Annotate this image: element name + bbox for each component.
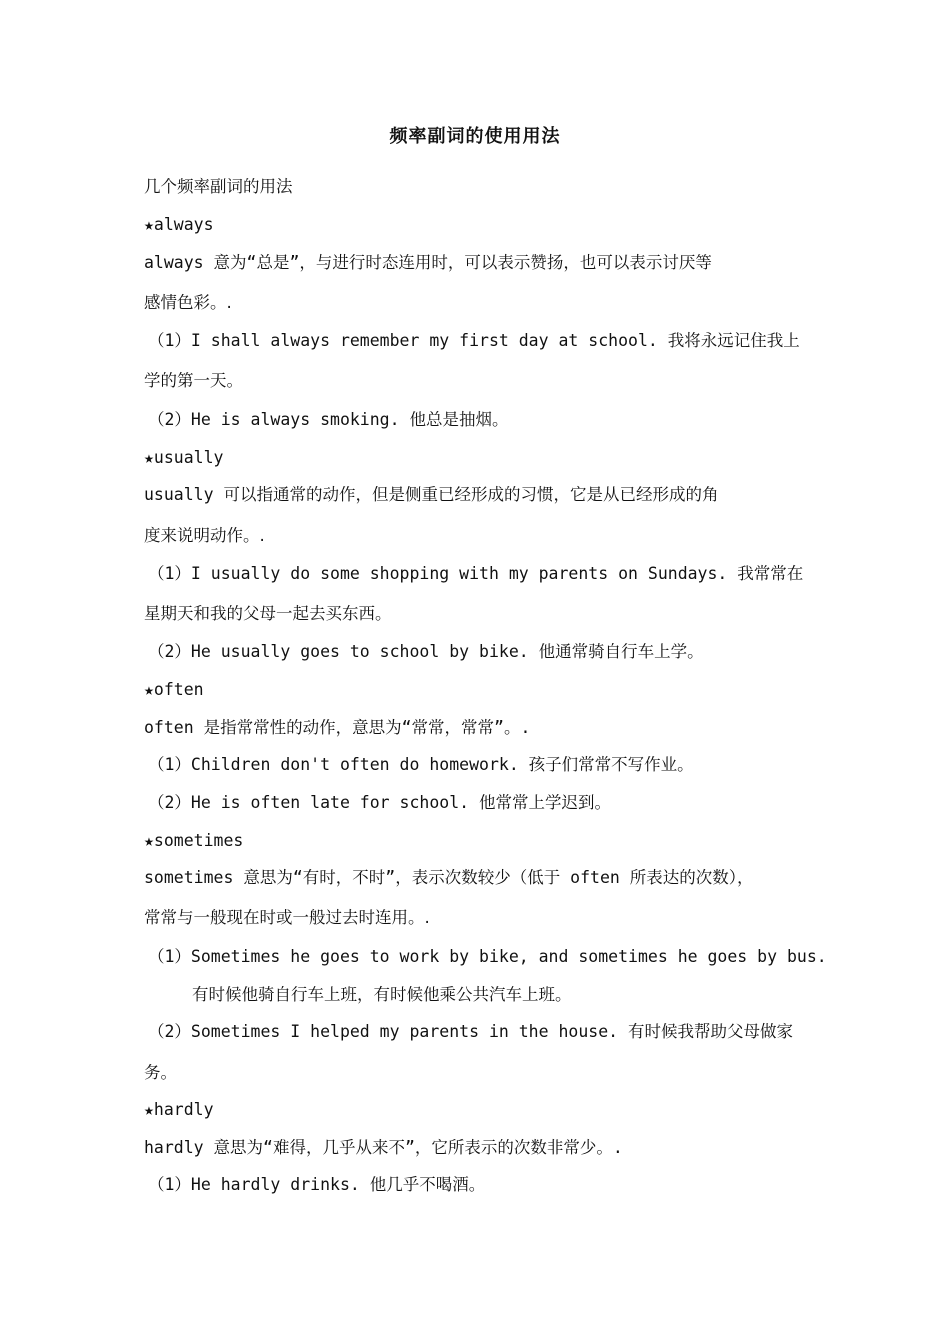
paragraph-line: hardly 意思为“难得，几乎从来不”，它所表示的次数非常少。.	[144, 1138, 623, 1157]
paragraph-line: 度来说明动作。.	[144, 526, 265, 545]
paragraph-line: 常常与一般现在时或一般过去时连用。.	[144, 908, 430, 927]
adverb-heading-hardly: ★hardly	[144, 1100, 214, 1119]
example-sentence: （1）I usually do some shopping with my parents on Sundays. 我常常在	[148, 564, 804, 583]
example-sentence: （1）Children don't often do homework. 孩子们常常不写作业。	[148, 755, 694, 774]
paragraph-line: always 意为“总是”，与进行时态连用时，可以表示赞扬，也可以表示讨厌等	[144, 253, 712, 272]
adverb-heading-usually: ★usually	[144, 448, 224, 467]
paragraph-line: usually 可以指通常的动作，但是侧重已经形成的习惯，它是从已经形成的角	[144, 485, 719, 504]
example-translation: 有时候他骑自行车上班，有时候他乘公共汽车上班。	[192, 985, 572, 1004]
adverb-heading-often: ★often	[144, 680, 204, 699]
example-sentence: （2）Sometimes I helped my parents in the house. 有时候我帮助父母做家	[148, 1022, 794, 1041]
example-sentence: （1）He hardly drinks. 他几乎不喝酒。	[148, 1175, 486, 1194]
paragraph-line: often 是指常常性的动作，意思为“常常，常常”。.	[144, 718, 531, 737]
paragraph-line: 务。	[144, 1063, 177, 1082]
paragraph-line: 星期天和我的父母一起去买东西。	[144, 604, 392, 623]
example-sentence: （2）He usually goes to school by bike. 他通常骑自行车上学。	[148, 642, 704, 661]
paragraph-line: 学的第一天。	[144, 371, 243, 390]
example-sentence: （2）He is always smoking. 他总是抽烟。	[148, 410, 509, 429]
adverb-heading-sometimes: ★sometimes	[144, 831, 244, 850]
paragraph-line: 感情色彩。.	[144, 293, 232, 312]
example-sentence: （1）I shall always remember my first day at school. 我将永远记住我上	[148, 331, 800, 350]
section-heading: 几个频率副词的用法	[144, 177, 293, 196]
page-title: 频率副词的使用用法	[389, 126, 561, 147]
adverb-heading-always: ★always	[144, 215, 214, 234]
example-sentence: （2）He is often late for school. 他常常上学迟到。	[148, 793, 612, 812]
paragraph-line: sometimes 意思为“有时，不时”，表示次数较少（低于 often 所表达的次数），	[144, 868, 754, 887]
example-sentence: （1）Sometimes he goes to work by bike, and sometimes he goes by bus.	[148, 947, 827, 966]
